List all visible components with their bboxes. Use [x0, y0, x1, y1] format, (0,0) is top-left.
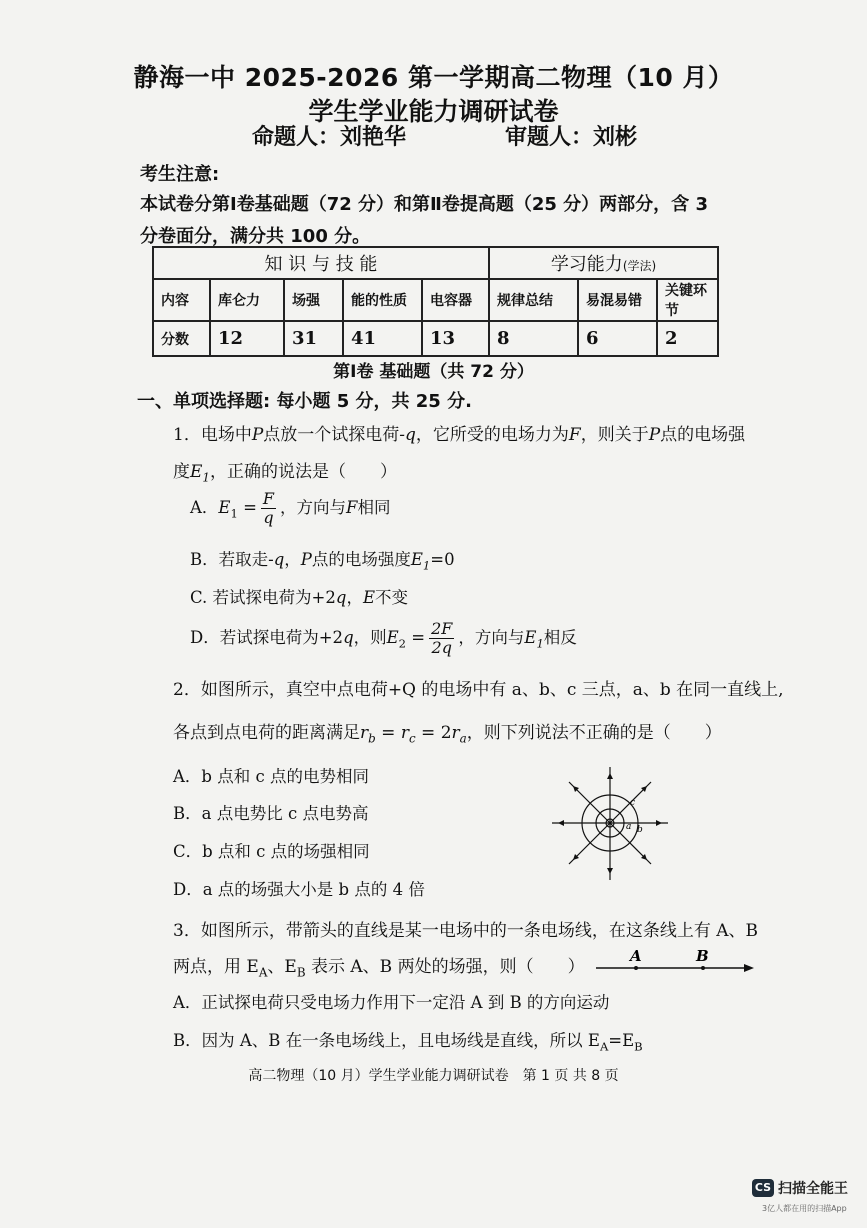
camscanner-tagline: 3亿人都在用的扫描App [762, 1204, 847, 1213]
fig-label-b: b [637, 825, 643, 835]
exam-title: 静海一中 2025-2026 第一学期高二物理（10 月） [133, 63, 734, 92]
q1-option-c[interactable]: C. 若试探电荷为+2q，E不变 [190, 588, 408, 607]
q2-stem-line1: 2．如图所示，真空中点电荷+Q 的电场中有 a、b、c 三点，a、b 在同一直线上, [173, 680, 784, 700]
notice-heading: 考生注意: [140, 164, 220, 185]
row-label-content: 内容 [153, 279, 210, 321]
page-footer: 高二物理（10 月）学生学业能力调研试卷 第 1 页 共 8 页 [248, 1068, 619, 1084]
q2-stem-line2: 各点到点电荷的距离满足$r_b = r_c = 2r_a$，则下列说法不正确的是（ ） [173, 723, 722, 746]
score-cell: 13 [422, 321, 489, 356]
exam-subtitle: 学生学业能力调研试卷 [308, 97, 559, 126]
notice-line2: 分卷面分，满分共 100 分。 [140, 226, 371, 247]
q2-option-d[interactable]: D．a 点的场强大小是 b 点的 4 倍 [173, 880, 425, 899]
column-header: 场强 [284, 279, 343, 321]
column-header: 电容器 [422, 279, 489, 321]
q2-option-b[interactable]: B．a 点电势比 c 点电势高 [173, 804, 369, 823]
q1-stem-line2: 度$E_1$，正确的说法是（ ） [173, 462, 397, 485]
fig-point-a: A [630, 947, 642, 965]
field-line-figure [592, 945, 758, 975]
camscanner-name: 扫描全能王 [778, 1181, 848, 1197]
q2-option-c[interactable]: C．b 点和 c 点的场强相同 [173, 842, 370, 861]
fig-label-c: c [630, 798, 636, 808]
score-table [152, 246, 719, 357]
column-header: 库仑力 [210, 279, 284, 321]
q3-option-a[interactable]: A．正试探电荷只受电场力作用下一定沿 A 到 B 的方向运动 [173, 993, 610, 1012]
author-label: 命题人：刘艳华 [252, 125, 407, 150]
reviewer-label: 审题人：刘彬 [505, 125, 638, 150]
score-group-knowledge: 知 识 与 技 能 [153, 247, 489, 279]
score-group-ability [489, 247, 718, 279]
row-label-score: 分数 [153, 321, 210, 356]
score-cell: 12 [210, 321, 284, 356]
fig-label-a: a [626, 822, 632, 832]
q3-option-b[interactable]: B．因为 A、B 在一条电场线上，且电场线是直线，所以 $E_A=E_B$ [173, 1031, 643, 1054]
point-charge-field-figure [550, 765, 670, 885]
ability-label: 学习能力 [550, 254, 623, 275]
part-heading: 一、单项选择题: 每小题 5 分，共 25 分. [137, 391, 472, 412]
q1-stem-line1: 1．电场中P点放一个试探电荷-q，它所受的电场力为F，则关于P点的电场强 [173, 425, 746, 445]
notice-line1: 本试卷分第Ⅰ卷基础题（72 分）和第Ⅱ卷提高题（25 分）两部分，含 3 [140, 194, 708, 215]
column-header: 能的性质 [343, 279, 422, 321]
q2-option-a[interactable]: A．b 点和 c 点的电势相同 [173, 767, 369, 786]
q1-option-a[interactable]: A．$E_1$ = $\frac{F}{q}$ ，方向与F相同 [190, 489, 391, 527]
ability-note: (学法) [622, 259, 657, 273]
score-cell: 6 [578, 321, 657, 356]
q3-stem-line2: 两点，用 $E_A$、$E_B$ 表示 A、B 两处的场强，则（ ） [173, 957, 585, 980]
camscanner-logo-icon: CS [752, 1179, 774, 1197]
score-cell: 41 [343, 321, 422, 356]
q1-option-b[interactable]: B．若取走-q，P点的电场强度$E_1=0$ [190, 550, 455, 573]
column-header: 规律总结 [489, 279, 578, 321]
column-header: 关键环节 [657, 279, 718, 321]
score-cell: 2 [657, 321, 718, 356]
score-cell: 31 [284, 321, 343, 356]
q3-stem-line1: 3．如图所示，带箭头的直线是某一电场中的一条电场线，在这条线上有 A、B [173, 921, 758, 941]
section-title: 第Ⅰ卷 基础题（共 72 分） [333, 362, 534, 382]
arrow-right-icon [744, 964, 754, 972]
score-cell: 8 [489, 321, 578, 356]
fig-point-b: B [696, 947, 709, 965]
q1-option-d[interactable]: D．若试探电荷为+2q，则$E_2$ = $\frac{2F}{2q}$ ，方向与$E_1$相反 [190, 619, 577, 657]
column-header: 易混易错 [578, 279, 657, 321]
